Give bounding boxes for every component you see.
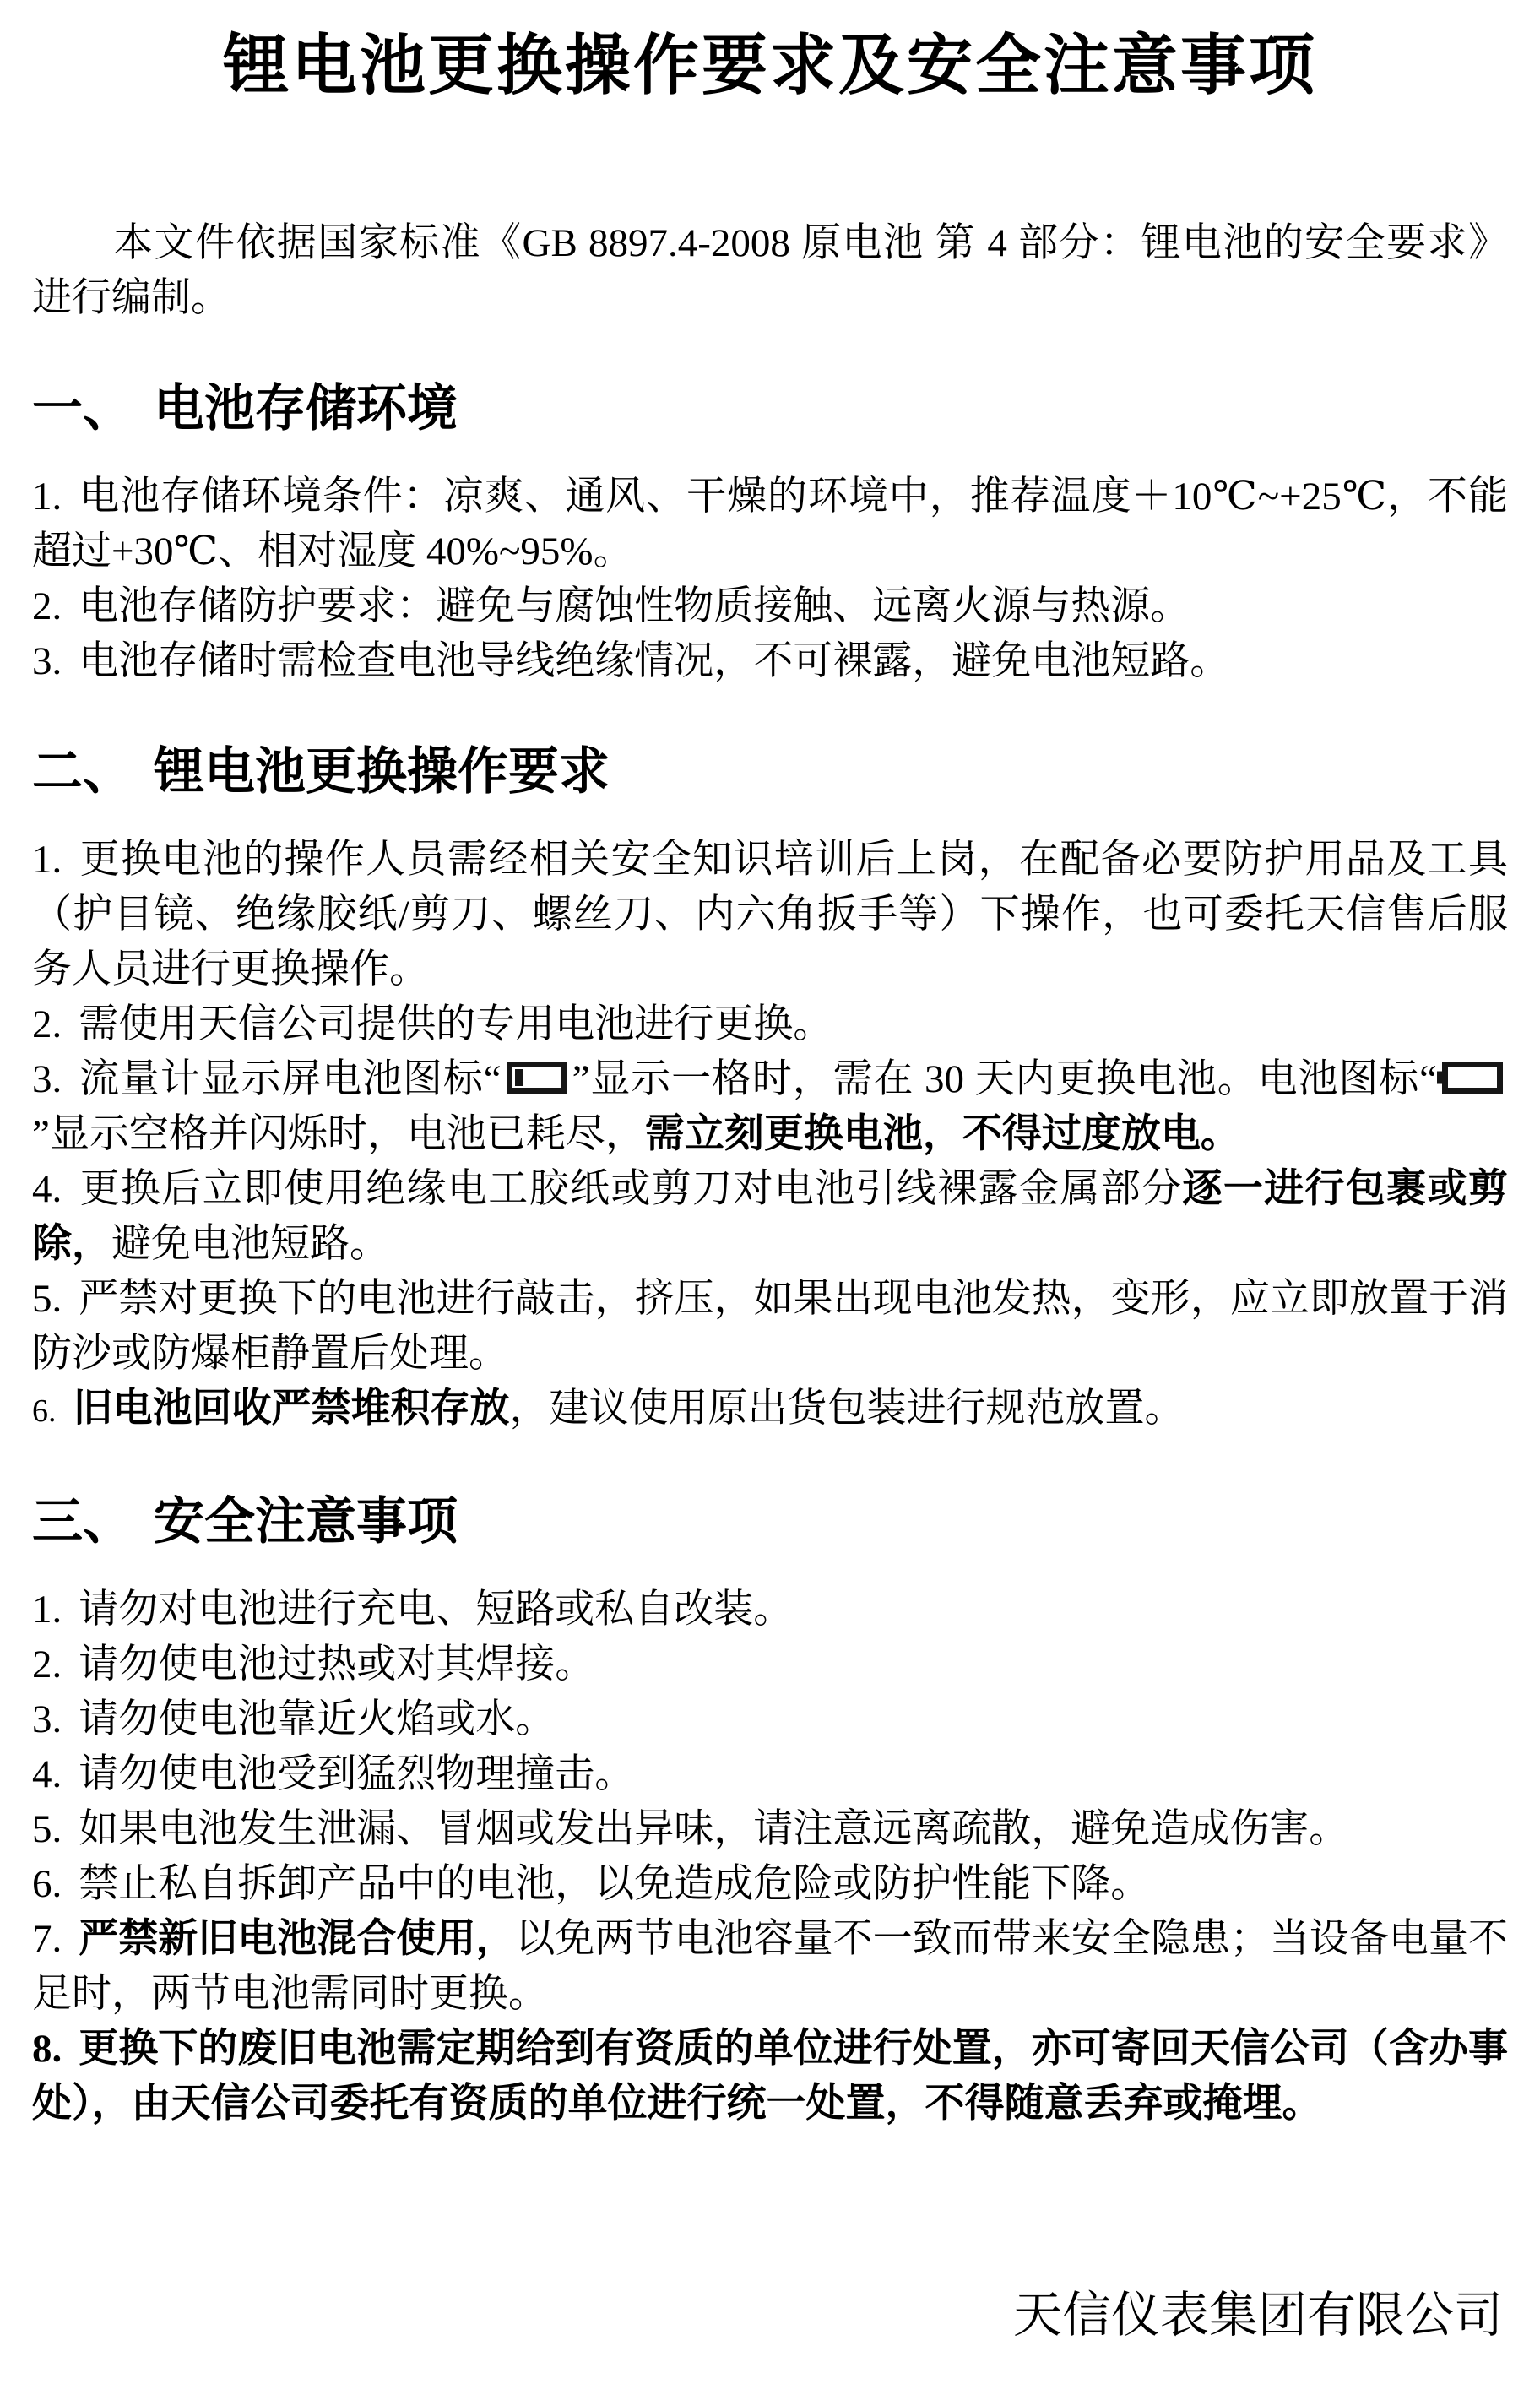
item-text: 请勿使电池受到猛烈物理撞击。 — [79, 1752, 635, 1796]
list-item — [32, 833, 1508, 997]
item-text: 以免两节电池容量不一致而带来安全隐患；当设备电量不足时，两节电池需同时更换。 — [32, 1917, 1508, 2016]
item-number: 8. — [32, 2027, 62, 2071]
item-number: 3. — [32, 1697, 62, 1741]
intro-paragraph: 本文件依据国家标准《GB 8897.4-2008 原电池 第 4 部分：锂电池的安全要求》进行编制。 — [32, 221, 1508, 320]
list-item — [32, 1692, 1508, 1747]
list-item — [32, 1802, 1508, 1857]
section-replacement-requirements — [32, 736, 1508, 1439]
section-heading — [32, 1486, 1508, 1557]
list-item — [32, 997, 1508, 1052]
section-battery-storage — [32, 373, 1508, 689]
list-item — [32, 1912, 1508, 2022]
item-number: 2. — [32, 584, 62, 628]
item-text: 电池存储防护要求：避免与腐蚀性物质接触、远离火源与热源。 — [79, 584, 1190, 628]
item-number: 7. — [32, 1917, 62, 1961]
item-number: 6. — [32, 1862, 62, 1906]
item-text: ”显示一格时，需在 30 天内更换电池。电池图标“ — [572, 1057, 1437, 1101]
item-number: 1. — [32, 1588, 62, 1632]
list-item — [32, 2022, 1508, 2131]
list-item — [32, 470, 1508, 579]
document-title: 锂电池更换操作要求及安全注意事项 — [222, 29, 1317, 102]
item-text: 禁止私自拆卸产品中的电池，以免造成危险或防护性能下降。 — [79, 1862, 1151, 1906]
section-heading — [32, 736, 1508, 807]
list-item — [32, 1583, 1508, 1637]
list-item — [32, 1052, 1508, 1162]
list-item — [32, 1272, 1508, 1382]
item-text: 流量计显示屏电池图标“ — [79, 1057, 502, 1101]
company-name: 天信仪表集团有限公司 — [1012, 2288, 1503, 2343]
section-number: 一、 — [32, 381, 133, 437]
item-number: 4. — [32, 1752, 62, 1796]
item-number: 1. — [32, 475, 62, 519]
item-text: 请勿使电池靠近火焰或水。 — [79, 1697, 556, 1741]
item-text: 避免电池短路。 — [111, 1222, 389, 1266]
section-title: 安全注意事项 — [154, 1494, 458, 1550]
item-text: 电池存储时需检查电池导线绝缘情况，不可裸露，避免电池短路。 — [79, 639, 1230, 683]
item-text: 逐一进行包裹或剪除， — [32, 1167, 1509, 1266]
items-list — [32, 1583, 1508, 2131]
list-item — [32, 1857, 1508, 1912]
item-text: 严禁对更换下的电池进行敲击，挤压，如果出现电池发热，变形，应立即放置于消防沙或防爆柜静置后处理。 — [32, 1277, 1508, 1376]
item-text: ”显示空格并闪烁时，电池已耗尽， — [32, 1112, 645, 1156]
section-title: 电池存储环境 — [154, 381, 458, 437]
item-text: 更换后立即使用绝缘电工胶纸或剪刀对电池引线裸露金属部分 — [79, 1167, 1183, 1211]
list-item — [32, 634, 1508, 689]
battery-one-bar-icon — [507, 1062, 567, 1094]
list-item — [32, 1162, 1508, 1272]
item-number: 6. — [32, 1393, 57, 1429]
item-text: 电池存储环境条件：凉爽、通风、干燥的环境中，推荐温度＋10℃~+25℃，不能超过+30℃、相对湿度 40%~95%。 — [32, 475, 1508, 573]
items-list — [32, 833, 1508, 1439]
section-number: 三、 — [32, 1494, 133, 1550]
item-number: 2. — [32, 1002, 62, 1046]
item-text: 如果电池发生泄漏、冒烟或发出异味，请注意远离疏散，避免造成伤害。 — [79, 1807, 1349, 1851]
item-number: 5. — [32, 1807, 62, 1851]
list-item — [32, 1747, 1508, 1802]
list-item — [32, 579, 1508, 634]
item-text: 更换电池的操作人员需经相关安全知识培训后上岗，在配备必要防护用品及工具（护目镜、绝缘胶纸/剪刀、螺丝刀、内六角扳手等）下操作，也可委托天信售后服务人员进行更换操作。 — [32, 838, 1508, 991]
section-heading — [32, 373, 1508, 444]
section-number: 二、 — [32, 744, 133, 800]
item-text: 旧电池回收严禁堆积存放 — [73, 1387, 510, 1431]
item-text: 严禁新旧电池混合使用， — [79, 1917, 516, 1961]
item-number: 5. — [32, 1277, 62, 1321]
item-number: 3. — [32, 639, 62, 683]
item-text: 需立刻更换电池，不得过度放电。 — [644, 1112, 1240, 1156]
item-text: 请勿使电池过热或对其焊接。 — [79, 1643, 595, 1686]
list-item — [32, 1637, 1508, 1692]
item-text: ，建议使用原出货包装进行规范放置。 — [509, 1387, 1185, 1431]
section-title: 锂电池更换操作要求 — [154, 744, 610, 800]
item-number: 1. — [32, 838, 62, 882]
item-number: 2. — [32, 1643, 62, 1686]
section-safety-precautions — [32, 1486, 1508, 2131]
list-item — [32, 1382, 1508, 1439]
item-text: 需使用天信公司提供的专用电池进行更换。 — [79, 1002, 833, 1046]
item-number: 3. — [32, 1057, 62, 1101]
items-list — [32, 470, 1508, 689]
item-text: 更换下的废旧电池需定期给到有资质的单位进行处置，亦可寄回天信公司（含办事处），由天信公司委托有资质的单位进行统一处置，不得随意丢弃或掩埋。 — [32, 2027, 1508, 2126]
battery-empty-icon — [1442, 1062, 1503, 1094]
item-text: 请勿对电池进行充电、短路或私自改装。 — [79, 1588, 794, 1632]
item-number: 4. — [32, 1167, 62, 1211]
